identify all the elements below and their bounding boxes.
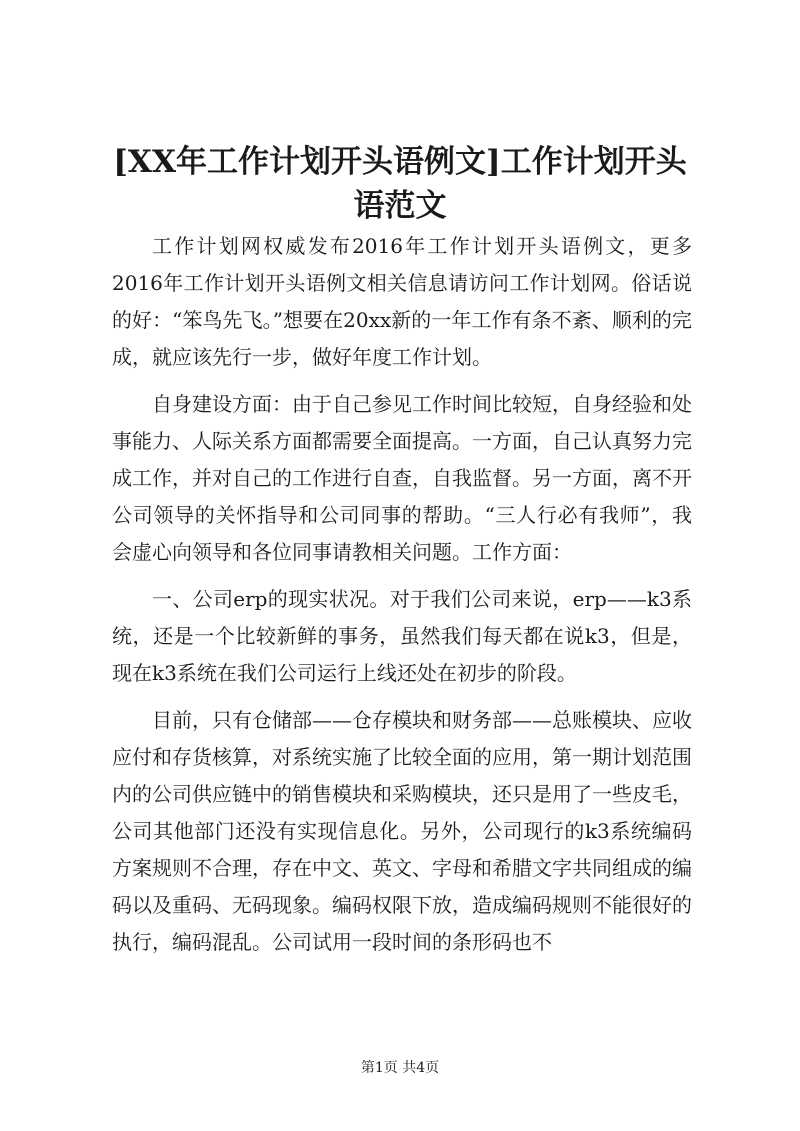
paragraph: 目前，只有仓储部——仓存模块和财务部——总账模块、应收应付和存货核算，对系统实施了比较全面的应用，第一期计划范围内的公司供应链中的销售模块和采购模块，还只是用了一些皮毛，公司其他部门还没有实现信息化。另外，公司现行的k3系统编码方案规则不合理，存在中文、英文、字母和希腊文字共同组成的编码以及重码、无码现象。编码权限下放，造成编码规则不能很好的执行，编码混乱。公司试用一段时间的条形码也不	[112, 708, 692, 954]
document-body	[112, 228, 692, 971]
document-title: [XX年工作计划开头语例文]工作计划开头语范文	[113, 144, 687, 224]
page-footer: 第1页 共4页	[360, 1060, 440, 1076]
paragraph: 自身建设方面：由于自己参见工作时间比较短，自身经验和处事能力、人际关系方面都需要全面提高。一方面，自己认真努力完成工作，并对自己的工作进行自查，自我监督。另一方面，离不开公司领导的关怀指导和公司同事的帮助。“三人行必有我师”，我会虚心向领导和各位同事请教相关问题。工作方面：	[112, 392, 692, 564]
paragraph: 一、公司erp的现实状况。对于我们公司来说，erp——k3系统，还是一个比较新鲜的事务，虽然我们每天都在说k3，但是，现在k3系统在我们公司运行上线还处在初步的阶段。	[112, 587, 692, 685]
paragraph: 工作计划网权威发布2016年工作计划开头语例文，更多2016年工作计划开头语例文相关信息请访问工作计划网。俗话说的好：“笨鸟先飞。”想要在20xx新的一年工作有条不紊、顺利的完成，就应该先行一步，做好年度工作计划。	[112, 234, 692, 369]
